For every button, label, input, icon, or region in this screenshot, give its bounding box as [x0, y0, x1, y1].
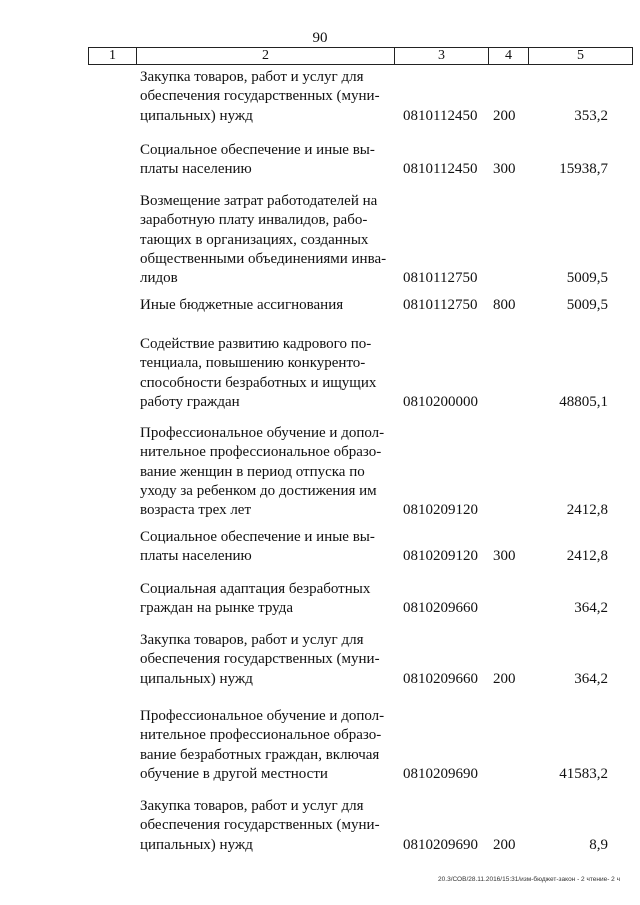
row-code: 0810112750 — [403, 270, 478, 287]
row-code: 0810209690 — [403, 765, 478, 782]
row-code: 0810200000 — [403, 393, 478, 410]
description-line: обеспечения государственных (муни- — [140, 817, 380, 834]
description-line: Закупка товаров, работ и услуг для — [140, 69, 364, 85]
description-line: лидов — [140, 270, 178, 287]
description-line: платы населению — [140, 161, 252, 178]
row-description — [140, 528, 388, 567]
description-line: обеспечения государственных (муни- — [140, 88, 380, 105]
row-expense-type: 300 — [493, 161, 516, 178]
description-line: Содействие развитию кадрового по- — [140, 336, 372, 352]
row-code: 0810209660 — [403, 600, 478, 617]
header-col-4: 4 — [489, 48, 529, 64]
row-expense-type: 200 — [493, 670, 516, 687]
row-description — [140, 141, 388, 180]
description-line: Закупка товаров, работ и услуг для — [140, 632, 364, 648]
description-line: Иные бюджетные ассигнования — [140, 297, 344, 313]
row-description — [140, 424, 388, 520]
row-amount: 364,2 — [574, 600, 608, 617]
description-line: нительное профессиональное образо- — [140, 727, 382, 744]
description-line: заработную плату инвалидов, рабо- — [140, 212, 368, 229]
row-amount: 364,2 — [574, 670, 608, 687]
description-line: нительное профессиональное образо- — [140, 444, 382, 461]
row-amount: 5009,5 — [566, 270, 608, 287]
row-expense-type: 200 — [493, 836, 516, 853]
description-line: общественными объединениями инва- — [140, 250, 387, 267]
row-description — [140, 68, 388, 126]
header-col-1: 1 — [89, 48, 137, 64]
row-code: 0810209120 — [403, 548, 478, 565]
page-number: 90 — [312, 30, 328, 46]
description-line: вание женщин в период отпуска по — [140, 463, 365, 480]
description-line: граждан на рынке труда — [140, 600, 293, 617]
row-description — [140, 296, 388, 315]
description-line: способности безработных и ищущих — [140, 374, 377, 391]
description-line: тенциала, повышению конкуренто- — [140, 355, 366, 372]
row-code: 0810112450 — [403, 107, 478, 124]
header-col-3: 3 — [395, 48, 489, 64]
description-line: обеспечения государственных (муни- — [140, 651, 380, 668]
description-line: Социальная адаптация безработных — [140, 581, 371, 597]
row-expense-type: 200 — [493, 107, 516, 124]
row-amount: 41583,2 — [559, 765, 608, 782]
row-code: 0810112750 — [403, 297, 478, 313]
description-line: Социальное обеспечение и иные вы- — [140, 529, 375, 545]
description-line: ципальных) нужд — [140, 836, 253, 853]
description-line: работу граждан — [140, 393, 240, 410]
description-line: платы населению — [140, 548, 252, 565]
footer-stamp: 20.3/СОВ/28.11.2016/15:31/изм-бюджет-закон - 2 чтение- 2 ч — [438, 876, 620, 883]
description-line: вание безработных граждан, включая — [140, 746, 380, 763]
row-description — [140, 192, 388, 288]
row-code: 0810112450 — [403, 161, 478, 178]
description-line: Профессиональное обучение и допол- — [140, 425, 385, 441]
row-code: 0810209660 — [403, 670, 478, 687]
row-amount: 15938,7 — [559, 161, 608, 178]
header-col-2: 2 — [137, 48, 395, 64]
description-line: Возмещение затрат работодателей на — [140, 193, 378, 209]
description-line: обучение в другой местности — [140, 765, 328, 782]
table-header — [88, 47, 633, 65]
row-amount: 8,9 — [589, 836, 608, 853]
row-amount: 2412,8 — [566, 548, 608, 565]
header-col-5: 5 — [577, 48, 584, 63]
row-code: 0810209690 — [403, 836, 478, 853]
row-amount: 5009,5 — [566, 297, 608, 313]
row-code: 0810209120 — [403, 502, 478, 519]
description-line: уходу за ребенком до достижения им — [140, 482, 377, 499]
description-line: возраста трех лет — [140, 502, 252, 519]
row-description — [140, 797, 388, 855]
row-description — [140, 335, 388, 412]
row-amount: 353,2 — [574, 107, 608, 124]
row-amount: 2412,8 — [566, 502, 608, 519]
row-description — [140, 707, 388, 784]
row-expense-type: 800 — [493, 297, 516, 313]
description-line: ципальных) нужд — [140, 107, 253, 124]
description-line: ципальных) нужд — [140, 670, 253, 687]
row-description — [140, 580, 388, 619]
description-line: тающих в организациях, созданных — [140, 231, 369, 248]
row-amount: 48805,1 — [559, 393, 608, 410]
row-expense-type: 300 — [493, 548, 516, 565]
description-line: Закупка товаров, работ и услуг для — [140, 798, 364, 814]
row-description — [140, 631, 388, 689]
description-line: Профессиональное обучение и допол- — [140, 708, 385, 724]
description-line: Социальное обеспечение и иные вы- — [140, 142, 375, 158]
